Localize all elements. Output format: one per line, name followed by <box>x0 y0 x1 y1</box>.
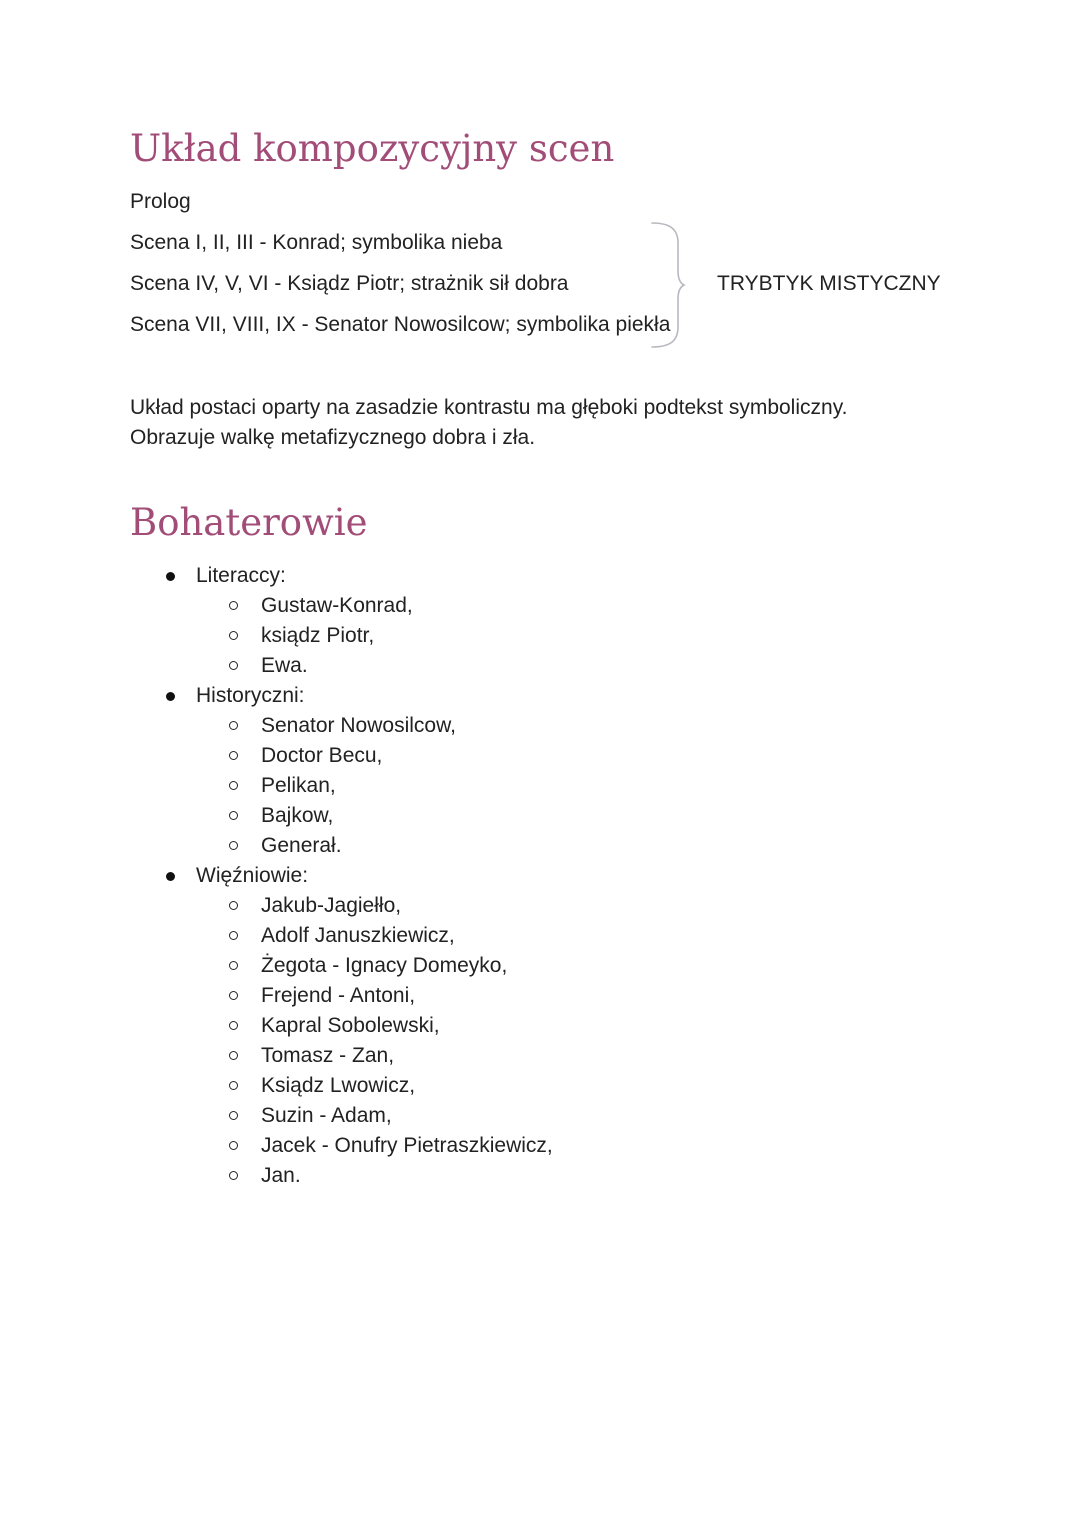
bullet-circle-icon <box>229 661 238 670</box>
bullet-circle-icon <box>229 781 238 790</box>
bullet-dot-icon <box>166 692 175 701</box>
list-item <box>130 1131 830 1161</box>
bullet-circle-icon <box>229 991 238 1000</box>
list-item <box>130 1011 830 1041</box>
bullet-circle-icon <box>229 1051 238 1060</box>
bullet-circle-icon <box>229 721 238 730</box>
bullet-circle-icon <box>229 1081 238 1090</box>
list-item-text: Żegota - Ignacy Domeyko, <box>261 954 508 977</box>
bullet-circle-icon <box>229 811 238 820</box>
bullet-circle-icon <box>229 631 238 640</box>
group-prisoners <box>130 861 830 1191</box>
list-item <box>130 771 830 801</box>
bullet-circle-icon <box>229 751 238 760</box>
list-item-text: Senator Nowosilcow, <box>261 714 456 737</box>
character-list <box>130 561 830 1191</box>
list-item-text: Generał. <box>261 834 342 857</box>
curly-brace-icon <box>648 221 688 349</box>
group-label: Więźniowie: <box>196 864 309 887</box>
group-historical <box>130 681 830 861</box>
sub-list-literary <box>130 591 830 681</box>
bullet-circle-icon <box>229 1021 238 1030</box>
list-item-text: Jakub-Jagiełło, <box>261 894 402 917</box>
group-label: Historyczni: <box>196 684 305 707</box>
bullet-circle-icon <box>229 961 238 970</box>
list-item-text: Frejend - Antoni, <box>261 984 416 1007</box>
list-item <box>130 1161 830 1191</box>
list-item-text: ksiądz Piotr, <box>261 624 375 647</box>
composition-paragraph <box>130 393 950 453</box>
triptych-label: TRYBTYK MISTYCZNY <box>717 272 941 295</box>
group-literary <box>130 561 830 681</box>
bullet-circle-icon <box>229 601 238 610</box>
list-item <box>130 741 830 771</box>
bullet-circle-icon <box>229 901 238 910</box>
paragraph-line-2: Obrazuje walkę metafizycznego dobra i zła. <box>130 426 536 449</box>
section-title-characters: Bohaterowie <box>130 501 368 544</box>
list-item <box>130 1101 830 1131</box>
scene-line-prolog: Prolog <box>130 190 191 213</box>
scene-line-nowosilcow: Scena VII, VIII, IX - Senator Nowosilcow; symbolika piekła <box>130 313 671 336</box>
bullet-dot-icon <box>166 572 175 581</box>
bullet-circle-icon <box>229 1171 238 1180</box>
list-item-text: Ewa. <box>261 654 308 677</box>
list-item <box>130 951 830 981</box>
list-item-text: Pelikan, <box>261 774 336 797</box>
list-item-text: Gustaw-Konrad, <box>261 594 413 617</box>
list-item-text: Kapral Sobolewski, <box>261 1014 440 1037</box>
list-item <box>130 921 830 951</box>
list-item <box>130 1041 830 1071</box>
list-item <box>130 621 830 651</box>
list-item <box>130 651 830 681</box>
group-label: Literaccy: <box>196 564 286 587</box>
list-item <box>130 891 830 921</box>
list-item-text: Bajkow, <box>261 804 334 827</box>
list-item-text: Suzin - Adam, <box>261 1104 392 1127</box>
list-item-text: Jan. <box>261 1164 301 1187</box>
list-item-text: Ksiądz Lwowicz, <box>261 1074 416 1097</box>
sub-list-historical <box>130 711 830 861</box>
list-item-text: Tomasz - Zan, <box>261 1044 395 1067</box>
bullet-circle-icon <box>229 1111 238 1120</box>
list-item <box>130 801 830 831</box>
bullet-circle-icon <box>229 1141 238 1150</box>
paragraph-line-1: Układ postaci oparty na zasadzie kontrastu ma głęboki podtekst symboliczny. <box>130 396 848 419</box>
list-item <box>130 711 830 741</box>
list-item <box>130 1071 830 1101</box>
list-item-text: Jacek - Onufry Pietraszkiewicz, <box>261 1134 553 1157</box>
scene-line-piotr: Scena IV, V, VI - Ksiądz Piotr; strażnik sił dobra <box>130 272 569 295</box>
sub-list-prisoners <box>130 891 830 1191</box>
list-item <box>130 591 830 621</box>
bullet-circle-icon <box>229 931 238 940</box>
list-item-text: Doctor Becu, <box>261 744 383 767</box>
list-item <box>130 981 830 1011</box>
bullet-dot-icon <box>166 872 175 881</box>
list-item-text: Adolf Januszkiewicz, <box>261 924 455 947</box>
scene-line-konrad: Scena I, II, III - Konrad; symbolika nieba <box>130 231 503 254</box>
section-title-composition: Układ kompozycyjny scen <box>130 127 615 170</box>
bullet-circle-icon <box>229 841 238 850</box>
list-item <box>130 831 830 861</box>
